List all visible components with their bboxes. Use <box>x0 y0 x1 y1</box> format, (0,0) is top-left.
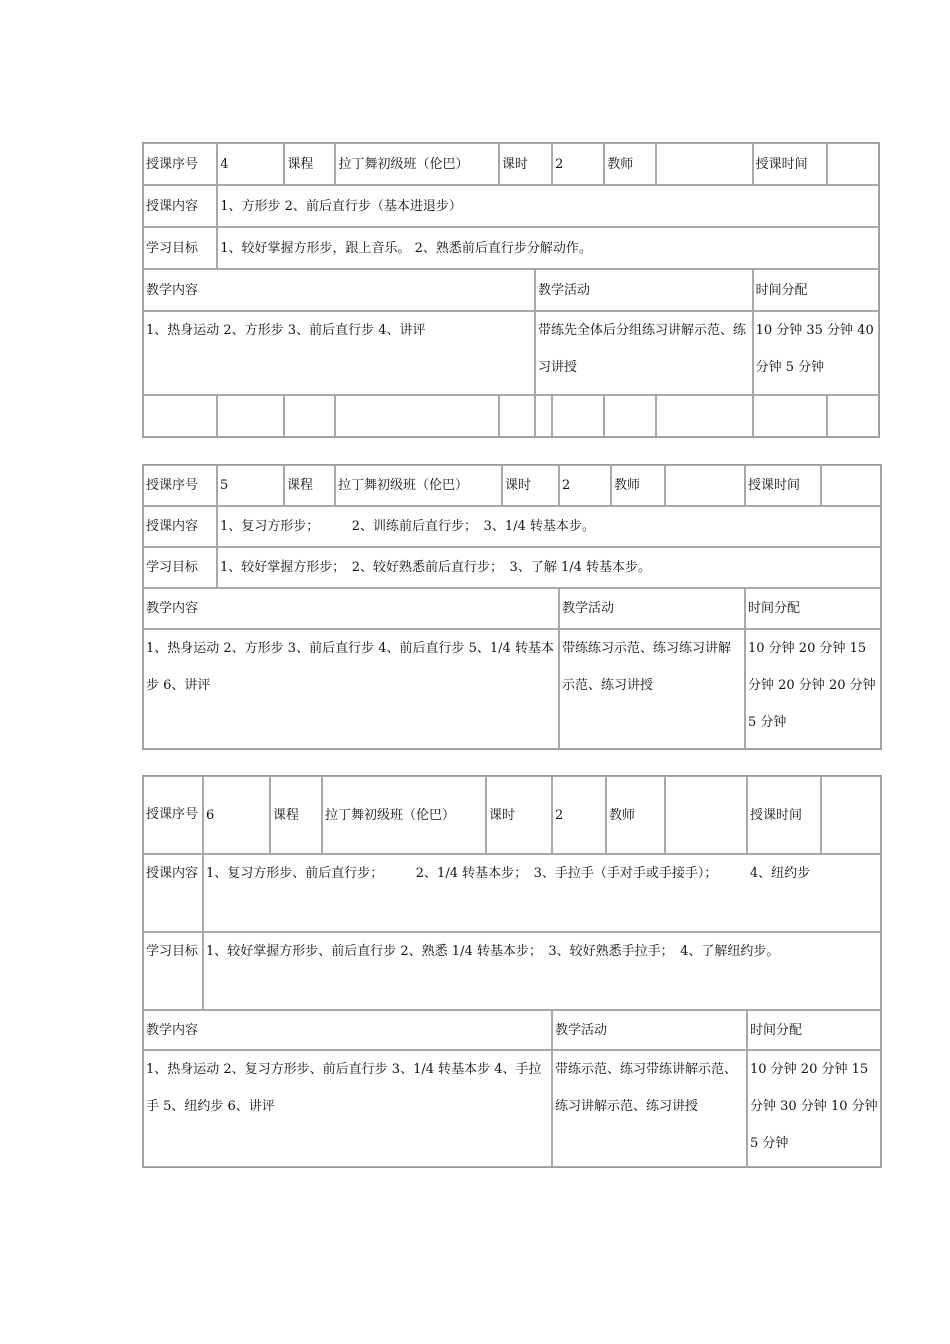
time-value <box>821 776 881 854</box>
goal-label: 学习目标 <box>143 547 217 588</box>
empty-cell <box>535 395 552 437</box>
course-label: 课程 <box>270 776 322 854</box>
activity-value: 带练先全体后分组练习讲解示范、练习讲授 <box>535 311 753 395</box>
seq-value: 5 <box>217 465 284 506</box>
hours-value: 2 <box>559 465 611 506</box>
column-header-row <box>143 269 879 311</box>
hours-value: 2 <box>552 143 604 185</box>
course-value: 拉丁舞初级班（伦巴） <box>322 776 486 854</box>
content-row <box>143 854 881 932</box>
allocation-value: 10 分钟 20 分钟 15 分钟 30 分钟 10 分钟 5 分钟 <box>747 1050 881 1167</box>
teacher-value <box>656 143 752 185</box>
hours-label: 课时 <box>499 143 552 185</box>
teach-content-label: 教学内容 <box>143 269 535 311</box>
empty-cell <box>335 395 498 437</box>
teacher-label: 教师 <box>611 465 665 506</box>
teach-content-value: 1、热身运动 2、方形步 3、前后直行步 4、前后直行步 5、1/4 转基本步 6、讲评 <box>143 629 559 749</box>
course-label: 课程 <box>284 143 335 185</box>
header-row <box>143 776 881 854</box>
empty-cell <box>217 395 284 437</box>
allocation-label: 时间分配 <box>745 588 881 629</box>
content-label: 授课内容 <box>143 185 217 227</box>
lesson-table-4 <box>142 142 880 438</box>
seq-value: 4 <box>217 143 284 185</box>
empty-cell <box>656 395 752 437</box>
content-value: 1、复习方形步、前后直行步； 2、1/4 转基本步； 3、手拉手（手对手或手接手）； 4、纽约步 <box>203 854 881 932</box>
activity-value: 带练练习示范、练习练习讲解示范、练习讲授 <box>559 629 745 749</box>
header-row <box>143 465 881 506</box>
teacher-value <box>665 465 745 506</box>
empty-row <box>143 395 879 437</box>
lesson-table-5 <box>142 464 882 750</box>
content-value: 1、方形步 2、前后直行步（基本进退步） <box>217 185 879 227</box>
teach-content-value: 1、热身运动 2、复习方形步、前后直行步 3、1/4 转基本步 4、手拉手 5、纽约步 6、讲评 <box>143 1050 552 1167</box>
goal-label: 学习目标 <box>143 227 217 269</box>
empty-cell <box>552 395 604 437</box>
time-label: 授课时间 <box>747 776 821 854</box>
teach-content-value: 1、热身运动 2、方形步 3、前后直行步 4、讲评 <box>143 311 535 395</box>
empty-cell <box>499 395 535 437</box>
content-row <box>143 185 879 227</box>
activity-value: 带练示范、练习带练讲解示范、练习讲解示范、练习讲授 <box>552 1050 747 1167</box>
activity-label: 教学活动 <box>552 1010 747 1050</box>
time-label: 授课时间 <box>745 465 821 506</box>
teach-content-label: 教学内容 <box>143 1010 552 1050</box>
time-value <box>827 143 879 185</box>
seq-label: 授课序号 <box>143 143 217 185</box>
goal-row <box>143 547 881 588</box>
allocation-value: 10 分钟 35 分钟 40 分钟 5 分钟 <box>753 311 879 395</box>
empty-cell <box>753 395 827 437</box>
lesson-table-6 <box>142 775 882 1168</box>
goal-label: 学习目标 <box>143 932 203 1010</box>
detail-row <box>143 311 879 395</box>
goal-row <box>143 932 881 1010</box>
hours-label: 课时 <box>486 776 552 854</box>
column-header-row <box>143 588 881 629</box>
goal-row <box>143 227 879 269</box>
content-row <box>143 506 881 547</box>
content-label: 授课内容 <box>143 854 203 932</box>
header-row <box>143 143 879 185</box>
time-value <box>821 465 881 506</box>
content-value: 1、复习方形步； 2、训练前后直行步； 3、1/4 转基本步。 <box>217 506 881 547</box>
allocation-label: 时间分配 <box>753 269 879 311</box>
goal-value: 1、较好掌握方形步、前后直行步 2、熟悉 1/4 转基本步； 3、较好熟悉手拉手； 4、了解纽约步。 <box>203 932 881 1010</box>
hours-value: 2 <box>552 776 606 854</box>
course-label: 课程 <box>284 465 335 506</box>
seq-label: 授课序号 <box>143 776 203 854</box>
empty-cell <box>143 395 217 437</box>
course-value: 拉丁舞初级班（伦巴） <box>335 465 502 506</box>
goal-value: 1、较好掌握方形步； 2、较好熟悉前后直行步； 3、了解 1/4 转基本步。 <box>217 547 881 588</box>
seq-value: 6 <box>203 776 270 854</box>
activity-label: 教学活动 <box>559 588 745 629</box>
teacher-label: 教师 <box>604 143 656 185</box>
hours-label: 课时 <box>502 465 559 506</box>
teacher-label: 教师 <box>606 776 665 854</box>
goal-value: 1、较好掌握方形步，跟上音乐。 2、熟悉前后直行步分解动作。 <box>217 227 879 269</box>
activity-label: 教学活动 <box>535 269 753 311</box>
allocation-value: 10 分钟 20 分钟 15 分钟 20 分钟 20 分钟 5 分钟 <box>745 629 881 749</box>
detail-row <box>143 629 881 749</box>
detail-row <box>143 1050 881 1167</box>
teacher-value <box>665 776 747 854</box>
empty-cell <box>284 395 335 437</box>
allocation-label: 时间分配 <box>747 1010 881 1050</box>
course-value: 拉丁舞初级班（伦巴） <box>335 143 498 185</box>
content-label: 授课内容 <box>143 506 217 547</box>
seq-label: 授课序号 <box>143 465 217 506</box>
teach-content-label: 教学内容 <box>143 588 559 629</box>
empty-cell <box>604 395 656 437</box>
time-label: 授课时间 <box>753 143 827 185</box>
column-header-row <box>143 1010 881 1050</box>
empty-cell <box>827 395 879 437</box>
